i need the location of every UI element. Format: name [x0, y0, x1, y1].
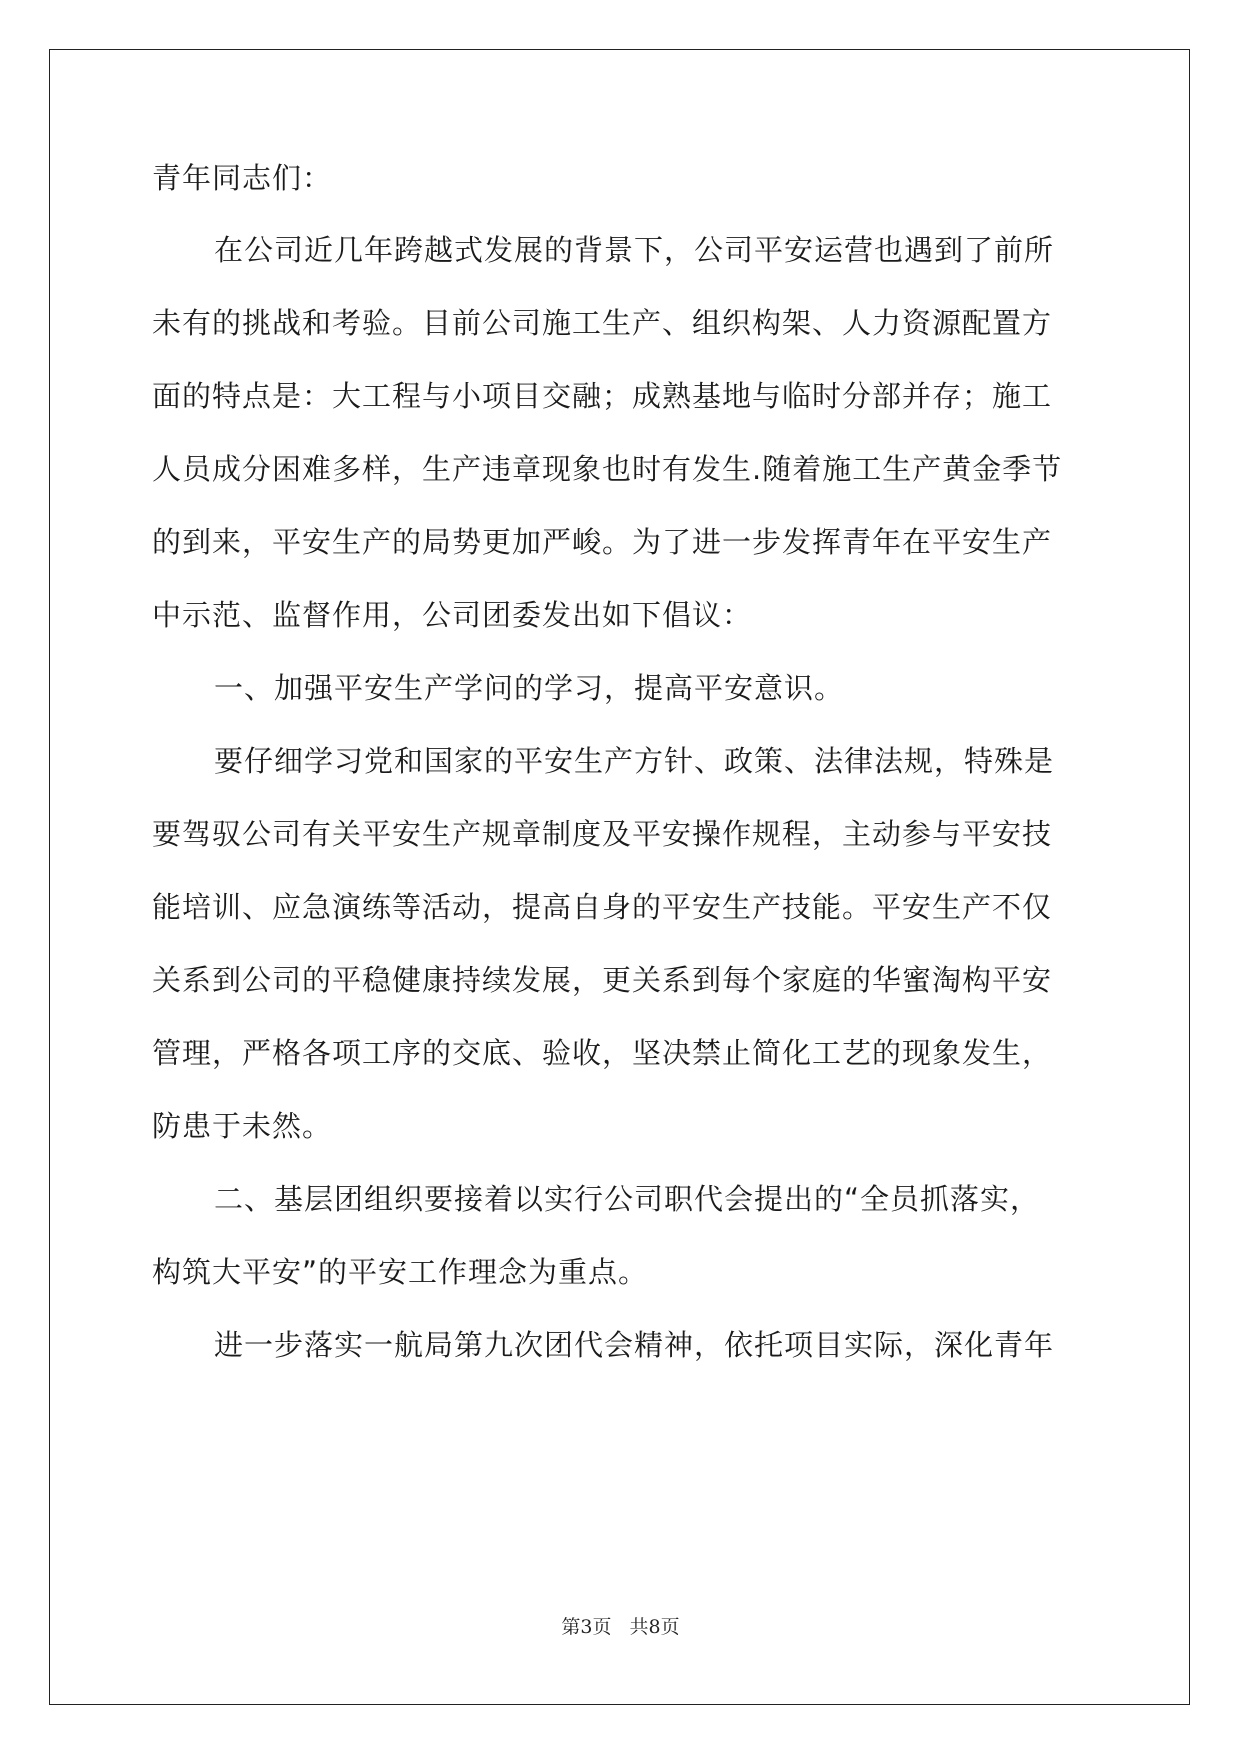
page-number-total: 共8页	[629, 1616, 680, 1638]
paragraph-line: 关系到公司的平稳健康持续发展，更关系到每个家庭的华蜜淘构平安	[152, 963, 1053, 997]
paragraph-line: 进一步落实一航局第九次团代会精神，依托项目实际，深化青年	[214, 1328, 1055, 1362]
page-number-current: 第3页	[561, 1616, 612, 1638]
paragraph-line: 人员成分困难多样，生产违章现象也时有发生.随着施工生产黄金季节	[152, 452, 1063, 486]
section-heading-continued: 构筑大平安”的平安工作理念为重点。	[152, 1255, 649, 1289]
section-heading: 二、基层团组织要接着以实行公司职代会提出的“全员抓落实，	[214, 1182, 1041, 1216]
salutation: 青年同志们：	[152, 161, 333, 195]
paragraph-line: 在公司近几年跨越式发展的背景下，公司平安运营也遇到了前所	[214, 233, 1055, 267]
paragraph-line: 要仔细学习党和国家的平安生产方针、政策、法律法规，特殊是	[214, 744, 1055, 778]
paragraph-line: 能培训、应急演练等活动，提高自身的平安生产技能。平安生产不仅	[152, 890, 1053, 924]
section-heading: 一、加强平安生产学问的学习，提高平安意识。	[214, 671, 845, 705]
paragraph-line: 中示范、监督作用，公司团委发出如下倡议：	[152, 598, 753, 632]
paragraph-line: 的到来，平安生产的局势更加严峻。为了进一步发挥青年在平安生产	[152, 525, 1053, 559]
paragraph-line: 未有的挑战和考验。目前公司施工生产、组织构架、人力资源配置方	[152, 306, 1053, 340]
paragraph-line: 防患于未然。	[152, 1109, 333, 1143]
paragraph-line: 要驾驭公司有关平安生产规章制度及平安操作规程，主动参与平安技	[152, 817, 1053, 851]
paragraph-line: 面的特点是：大工程与小项目交融；成熟基地与临时分部并存；施工	[152, 379, 1053, 413]
page-border	[49, 49, 1190, 1705]
paragraph-line: 管理，严格各项工序的交底、验收，坚决禁止简化工艺的现象发生，	[152, 1036, 1053, 1070]
page-footer	[0, 1612, 1241, 1639]
